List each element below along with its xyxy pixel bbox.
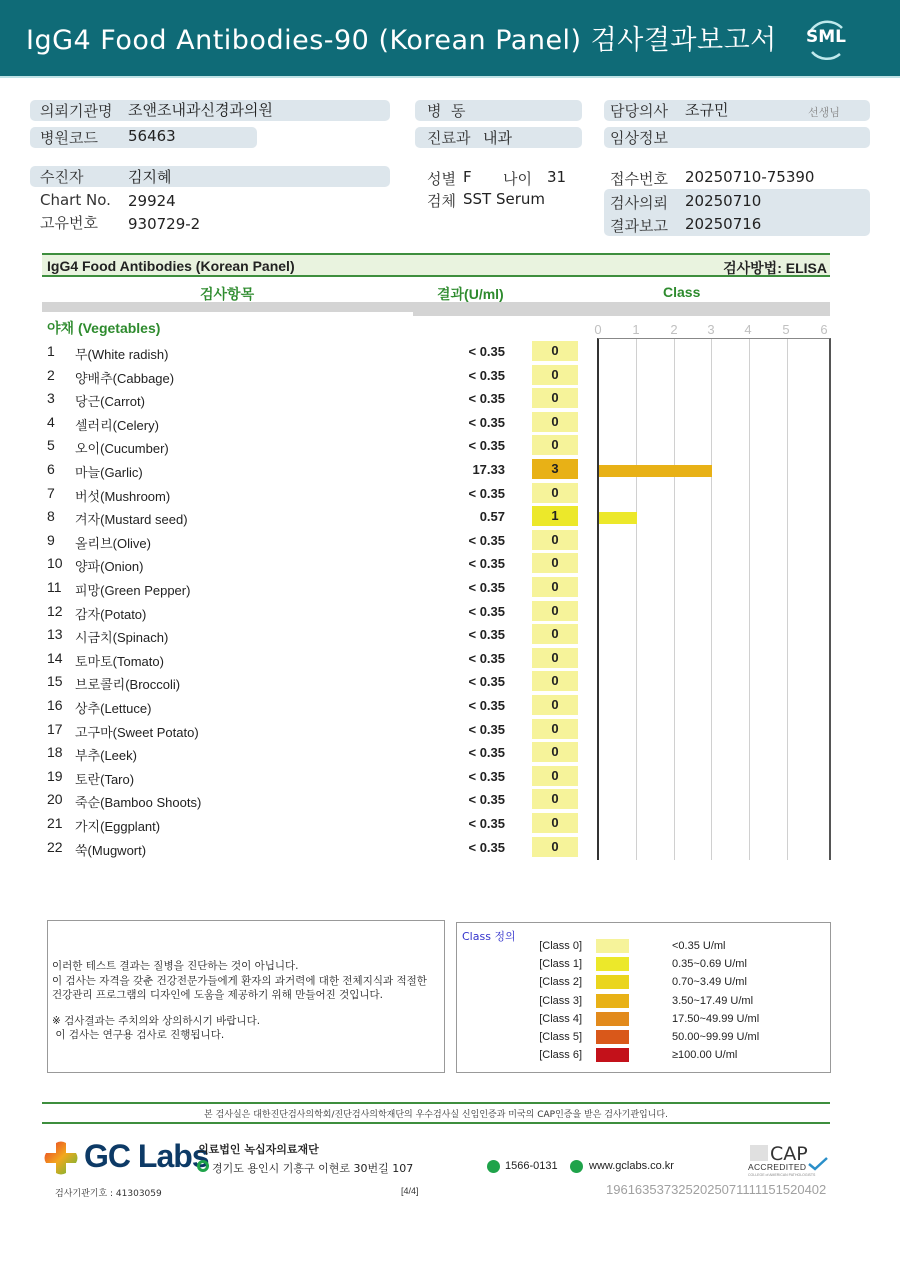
cap-grid-icon <box>750 1145 768 1161</box>
legend-class-label: [Class 1] <box>539 958 582 971</box>
result-value: < 0.35 <box>468 816 505 831</box>
row-number: 11 <box>47 579 62 595</box>
class-badge: 0 <box>532 648 578 668</box>
row-number: 22 <box>47 838 63 855</box>
legend-color-swatch <box>596 957 629 971</box>
class-badge: 0 <box>532 671 578 691</box>
table-row <box>42 529 582 552</box>
test-method: 검사방법: ELISA <box>723 260 827 276</box>
table-row <box>42 552 582 575</box>
specimen-value: SST Serum <box>463 190 546 208</box>
panel-title: IgG4 Food Antibodies (Korean Panel) <box>47 258 295 274</box>
class-badge: 0 <box>532 742 578 762</box>
column-header-class: Class <box>663 284 701 300</box>
legend-range: ≥100.00 U/ml <box>672 1049 738 1062</box>
result-value: < 0.35 <box>468 438 505 454</box>
specimen-label: 검체 <box>427 192 456 210</box>
row-number: 10 <box>47 555 63 572</box>
food-item-name: 양배추(Cabbage) <box>75 370 175 386</box>
header-divider <box>42 302 830 312</box>
food-item-name: 죽순(Bamboo Shoots) <box>75 795 202 811</box>
legend-item <box>457 1012 832 1028</box>
row-number: 5 <box>47 437 55 454</box>
disclaimer-line: 이 검사는 연구용 검사로 진행됩니다. <box>52 1029 225 1041</box>
report-date-value: 20250716 <box>685 215 762 233</box>
checkmark-icon <box>808 1157 828 1171</box>
disclaimer-line: 이러한 테스트 결과는 질병을 진단하는 것이 아닙니다. <box>52 960 299 972</box>
class-badge: 0 <box>532 365 578 385</box>
food-item-name: 고구마(Sweet Potato) <box>75 724 199 740</box>
result-value: < 0.35 <box>468 556 505 572</box>
food-item-name: 당근(Carrot) <box>75 394 145 410</box>
table-row <box>42 812 582 835</box>
result-value: < 0.35 <box>468 650 505 666</box>
class-badge: 0 <box>532 530 578 550</box>
class-legend <box>456 922 831 1073</box>
row-number: 21 <box>47 815 63 831</box>
cap-subtitle: COLLEGE of AMERICAN PATHOLOGISTS <box>748 1173 816 1177</box>
table-row <box>42 600 582 623</box>
gridline <box>749 339 750 860</box>
category-title: 야채 (Vegetables) <box>47 320 161 336</box>
axis-tick: 1 <box>632 322 640 337</box>
class-badge: 0 <box>532 577 578 597</box>
gridline <box>711 339 712 860</box>
result-value: < 0.35 <box>468 745 505 761</box>
gc-labs-cross-icon <box>44 1141 78 1175</box>
food-item-name: 오이(Cucumber) <box>75 441 169 457</box>
food-item-name: 브로콜리(Broccoli) <box>75 677 181 693</box>
table-row <box>42 647 582 670</box>
table-row <box>42 482 582 505</box>
unique-id-label: 고유번호 <box>40 214 98 232</box>
home-icon <box>570 1160 583 1173</box>
report-title: IgG4 Food Antibodies-90 (Korean Panel) 검사결과보고서 <box>26 25 777 56</box>
legend-color-swatch <box>596 975 629 989</box>
chart-no-label: Chart No. <box>40 191 111 209</box>
table-row <box>42 411 582 434</box>
age-value: 31 <box>547 168 567 186</box>
column-header-result: 결과(U/ml) <box>437 286 504 302</box>
department-label: 진료과 <box>427 129 471 147</box>
legend-item <box>457 957 832 973</box>
column-header-item: 검사항목 <box>200 286 255 302</box>
class-badge: 0 <box>532 412 578 432</box>
class-badge: 0 <box>532 388 578 408</box>
class-bar <box>599 465 712 477</box>
sml-logo <box>800 14 852 66</box>
class-badge: 0 <box>532 553 578 573</box>
legend-class-label: [Class 2] <box>539 976 582 989</box>
legend-item <box>457 939 832 955</box>
axis-tick: 4 <box>744 322 752 337</box>
food-item-name: 부추(Leek) <box>75 748 137 764</box>
legend-range: <0.35 U/ml <box>672 940 726 952</box>
axis-tick: 2 <box>670 322 678 337</box>
row-number: 8 <box>47 508 55 525</box>
gridline <box>674 339 675 860</box>
result-value: 0.57 <box>479 509 505 525</box>
result-value: < 0.35 <box>468 367 505 383</box>
barcode-number: 1961635373252025071111151520402 <box>606 1182 827 1197</box>
legend-color-swatch <box>596 1012 629 1026</box>
cap-accredited-text: ACCREDITED <box>748 1162 807 1172</box>
request-date-label: 검사의뢰 <box>610 194 668 212</box>
food-item-name: 가지(Eggplant) <box>75 819 161 834</box>
age-label: 나이 <box>503 170 532 188</box>
food-item-name: 버섯(Mushroom) <box>75 488 171 504</box>
unique-id-value: 930729-2 <box>128 215 201 233</box>
sex-label: 성별 <box>427 170 456 188</box>
doctor-suffix: 선생님 <box>808 106 840 119</box>
row-number: 15 <box>47 673 63 690</box>
gc-labs-logo: GC Labs <box>84 1138 209 1174</box>
hospital-code-value: 56463 <box>128 127 176 145</box>
table-row <box>42 364 582 387</box>
row-number: 3 <box>47 390 55 407</box>
table-row <box>42 623 582 646</box>
class-badge: 0 <box>532 813 578 833</box>
row-number: 19 <box>47 767 63 784</box>
patient-field <box>30 166 390 187</box>
institution-label: 의뢰기관명 <box>40 102 113 120</box>
row-number: 13 <box>47 626 63 643</box>
row-number: 18 <box>47 744 63 761</box>
food-item-name: 양파(Onion) <box>75 559 144 575</box>
class-badge: 0 <box>532 624 578 644</box>
phone-icon <box>487 1160 500 1173</box>
class-bar <box>599 512 637 524</box>
patient-value: 김지혜 <box>128 168 172 186</box>
disclaimer-line: 건강관리 프로그램의 디자인에 도움을 제공하기 위해 만들어진 것입니다. <box>52 989 383 1001</box>
result-value: < 0.35 <box>468 580 505 595</box>
disclaimer-line: 이 검사는 자격을 갖춘 건강전문가들에게 환자의 과거력에 대한 전체지식과 적절한 <box>52 975 427 987</box>
table-row <box>42 340 582 363</box>
request-date-value: 20250710 <box>685 192 762 210</box>
department-value: 내과 <box>483 129 512 147</box>
table-row <box>42 836 582 859</box>
table-row <box>42 576 582 599</box>
legend-title: Class 정의 <box>462 930 516 943</box>
table-row <box>42 788 582 811</box>
legend-color-swatch <box>596 994 629 1008</box>
gridline <box>787 339 788 860</box>
class-badge: 0 <box>532 837 578 857</box>
doctor-label: 담당의사 <box>610 102 668 120</box>
food-item-name: 쑥(Mugwort) <box>75 842 147 858</box>
hospital-code-label: 병원코드 <box>40 129 98 147</box>
legend-range: 3.50~17.49 U/ml <box>672 994 754 1007</box>
institution-code: 검사기관기호 : 41303059 <box>55 1189 162 1199</box>
legend-color-swatch <box>596 1030 629 1044</box>
result-value: < 0.35 <box>468 674 505 690</box>
institution-value: 조앤조내과신경과의원 <box>128 101 273 119</box>
result-value: < 0.35 <box>468 627 505 643</box>
doctor-value: 조규민 <box>685 101 729 119</box>
class-badge: 0 <box>532 601 578 621</box>
table-row <box>42 434 582 457</box>
result-value: < 0.35 <box>468 532 505 548</box>
result-value: < 0.35 <box>468 768 505 784</box>
legend-item <box>457 1048 832 1064</box>
class-badge: 0 <box>532 435 578 455</box>
food-item-name: 토마토(Tomato) <box>75 653 164 669</box>
legend-class-label: [Class 5] <box>539 1031 582 1043</box>
row-number: 2 <box>47 366 55 383</box>
result-value: < 0.35 <box>468 839 505 855</box>
address: 경기도 용인시 기흥구 이현로 30번길 107 <box>212 1162 414 1175</box>
legend-color-swatch <box>596 939 629 953</box>
legend-range: 17.50~49.99 U/ml <box>672 1012 760 1025</box>
legend-range: 0.70~3.49 U/ml <box>672 976 747 989</box>
result-value: 17.33 <box>472 462 505 477</box>
footer-divider <box>42 1122 830 1124</box>
class-bar-chart <box>597 338 831 860</box>
row-number: 4 <box>47 413 55 430</box>
legend-item <box>457 975 832 991</box>
page-number: [4/4] <box>401 1186 419 1196</box>
result-value: < 0.35 <box>468 344 505 359</box>
result-value: < 0.35 <box>468 414 505 430</box>
food-item-name: 셀러리(Celery) <box>75 417 159 433</box>
result-value: < 0.35 <box>468 698 505 713</box>
phone-number: 1566-0131 <box>505 1160 558 1172</box>
result-value: < 0.35 <box>468 721 505 737</box>
class-badge: 0 <box>532 766 578 786</box>
row-number: 6 <box>47 461 55 477</box>
sex-value: F <box>463 168 472 186</box>
food-item-name: 올리브(Olive) <box>75 535 151 551</box>
axis-tick: 0 <box>594 322 602 337</box>
legend-color-swatch <box>596 1048 629 1062</box>
website-link[interactable]: www.gclabs.co.kr <box>589 1160 674 1172</box>
cap-text: CAP <box>770 1143 808 1165</box>
table-row <box>42 718 582 741</box>
receipt-no-label: 접수번호 <box>610 170 668 188</box>
header-divider-lower <box>413 312 830 316</box>
disclaimer-box <box>47 920 445 1073</box>
receipt-no-value: 20250710-75390 <box>685 168 815 186</box>
chart-no-value: 29924 <box>128 192 176 210</box>
food-item-name: 마늘(Garlic) <box>75 465 143 480</box>
food-item-name: 감자(Potato) <box>75 606 147 622</box>
certification-text: 본 검사실은 대한진단검사의학회/진단검사의학재단의 우수검사실 신임인증과 미국의 CAP인증을 받은 검사기관입니다. <box>204 1110 668 1120</box>
gridline <box>636 339 637 860</box>
patient-label: 수진자 <box>40 168 84 186</box>
food-item-name: 시금치(Spinach) <box>75 630 169 646</box>
food-item-name: 겨자(Mustard seed) <box>75 512 188 528</box>
row-number: 14 <box>47 649 63 666</box>
class-badge: 0 <box>532 695 578 715</box>
panel-header <box>42 253 830 277</box>
table-row <box>42 505 582 528</box>
axis-tick: 3 <box>707 322 715 337</box>
result-value: < 0.35 <box>468 391 505 407</box>
result-value: < 0.35 <box>468 603 505 619</box>
axis-tick: 6 <box>820 322 828 337</box>
table-row <box>42 765 582 788</box>
legend-class-label: [Class 6] <box>539 1049 582 1062</box>
legend-range: 0.35~0.69 U/ml <box>672 958 747 971</box>
table-row <box>42 694 582 717</box>
class-badge: 0 <box>532 341 578 361</box>
row-number: 16 <box>47 697 63 713</box>
footer-divider <box>42 1102 830 1104</box>
clinical-info-label: 임상정보 <box>610 129 668 147</box>
report-date-label: 결과보고 <box>610 217 668 235</box>
food-item-name: 무(White radish) <box>75 347 169 362</box>
class-badge: 0 <box>532 483 578 503</box>
ward-label: 병 동 <box>427 102 466 120</box>
legend-item <box>457 1030 832 1046</box>
food-item-name: 피망(Green Pepper) <box>75 583 191 598</box>
legend-class-label: [Class 3] <box>539 994 582 1007</box>
result-value: < 0.35 <box>468 792 505 808</box>
legend-item <box>457 994 832 1010</box>
table-row <box>42 741 582 764</box>
row-number: 9 <box>47 531 55 548</box>
class-badge: 1 <box>532 506 578 526</box>
class-badge: 0 <box>532 719 578 739</box>
food-item-name: 상추(Lettuce) <box>75 701 152 716</box>
sml-logo-text: SML <box>806 27 846 47</box>
food-item-name: 토란(Taro) <box>75 771 135 787</box>
organization-name: 의료법인 녹십자의료재단 <box>198 1143 319 1156</box>
legend-class-label: [Class 0] <box>539 940 582 952</box>
legend-range: 50.00~99.99 U/ml <box>672 1031 760 1043</box>
disclaimer-line: ※ 검사결과는 주치의와 상의하시기 바랍니다. <box>52 1015 261 1027</box>
class-badge: 0 <box>532 789 578 809</box>
row-number: 17 <box>47 720 63 737</box>
row-number: 1 <box>47 343 55 359</box>
table-row <box>42 458 582 481</box>
location-pin-icon <box>197 1160 209 1172</box>
row-number: 7 <box>47 484 55 501</box>
cap-accredited-logo <box>748 1143 830 1179</box>
report-header <box>0 0 900 78</box>
table-row <box>42 670 582 693</box>
row-number: 20 <box>47 791 63 808</box>
axis-tick: 5 <box>782 322 790 337</box>
row-number: 12 <box>47 602 63 619</box>
class-badge: 3 <box>532 459 578 479</box>
table-row <box>42 387 582 410</box>
result-value: < 0.35 <box>468 485 505 501</box>
legend-class-label: [Class 4] <box>539 1012 582 1025</box>
